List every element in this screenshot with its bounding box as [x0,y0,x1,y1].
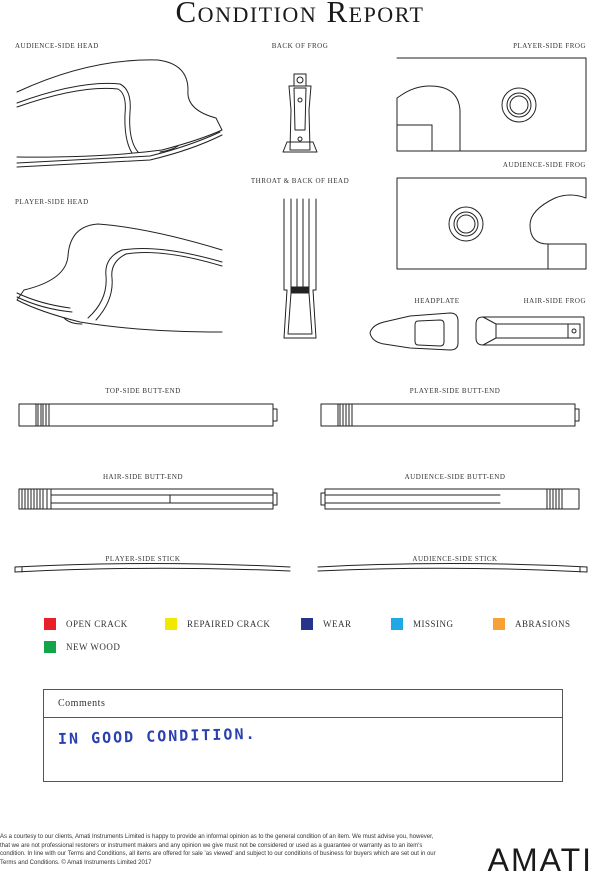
label-player-side-head: PLAYER-SIDE HEAD [15,198,89,206]
label-player-side-butt-end: PLAYER-SIDE BUTT-END [409,387,501,395]
label-hair-side-frog: HAIR-SIDE FROG [523,297,586,305]
legend-label-open-crack: OPEN CRACK [66,619,128,629]
disclaimer-text: As a courtesy to our clients, Amati Instruments Limited is happy to provide an informal opinion as to the general condition of an item. We must advise you, however, that we are not professional restorers or instrument makers and any opinion we give must not be considered or used as a guarantee or warranty as to an item's condition. In line with our Terms and Conditions, all items are offered for sale 'as viewed' and subject to our conditions of business for buyers which are set out in our Terms and Conditions. © Amati Instruments Limited 2017 [0,834,436,866]
legend-label-repaired-crack: REPAIRED CRACK [187,619,271,629]
player-side-frog-drawing [397,58,586,151]
brand-logo: AMATI [487,842,593,878]
top-side-butt-end-drawing [19,404,277,426]
label-audience-side-butt-end: AUDIENCE-SIDE BUTT-END [404,473,506,481]
player-side-stick-drawing [15,564,290,573]
label-hair-side-butt-end: HAIR-SIDE BUTT-END [102,473,184,481]
hair-side-frog-drawing [476,317,584,345]
label-audience-side-stick: AUDIENCE-SIDE STICK [412,555,498,563]
label-player-side-stick: PLAYER-SIDE STICK [105,555,181,563]
label-player-side-frog: PLAYER-SIDE FROG [513,42,586,50]
legend-swatch-repaired-crack [165,618,177,630]
legend-label-wear: WEAR [323,619,352,629]
legend-swatch-new-wood [44,641,56,653]
audience-side-butt-end-drawing [321,489,579,509]
label-back-of-frog: BACK OF FROG [271,42,329,50]
headplate-drawing [370,313,458,350]
comments-heading: Comments [44,690,562,718]
label-top-side-butt-end: TOP-SIDE BUTT-END [105,387,181,395]
comments-handwritten-text: IN GOOD CONDITION. [57,724,257,748]
throat-back-of-head-drawing [284,199,316,338]
legend-swatch-wear [301,618,313,630]
legend-swatch-missing [391,618,403,630]
player-side-butt-end-drawing [321,404,579,426]
label-audience-side-frog: AUDIENCE-SIDE FROG [502,161,586,169]
legend-swatch-open-crack [44,618,56,630]
comments-box [43,689,563,782]
hair-side-butt-end-drawing [19,489,277,509]
page-title: Condition Report [175,0,425,29]
audience-side-head-drawing [17,60,222,167]
label-audience-side-head: AUDIENCE-SIDE HEAD [15,42,99,50]
legend-swatch-abrasions [493,618,505,630]
legend-label-new-wood: NEW WOOD [66,642,121,652]
label-headplate: HEADPLATE [414,297,460,305]
player-side-head-drawing [17,224,222,332]
legend-label-abrasions: ABRASIONS [515,619,571,629]
audience-side-stick-drawing [318,564,587,573]
back-of-frog-drawing [283,74,317,152]
legend-label-missing: MISSING [413,619,454,629]
audience-side-frog-drawing [397,178,586,269]
label-throat-back-of-head: THROAT & BACK OF HEAD [250,177,350,185]
